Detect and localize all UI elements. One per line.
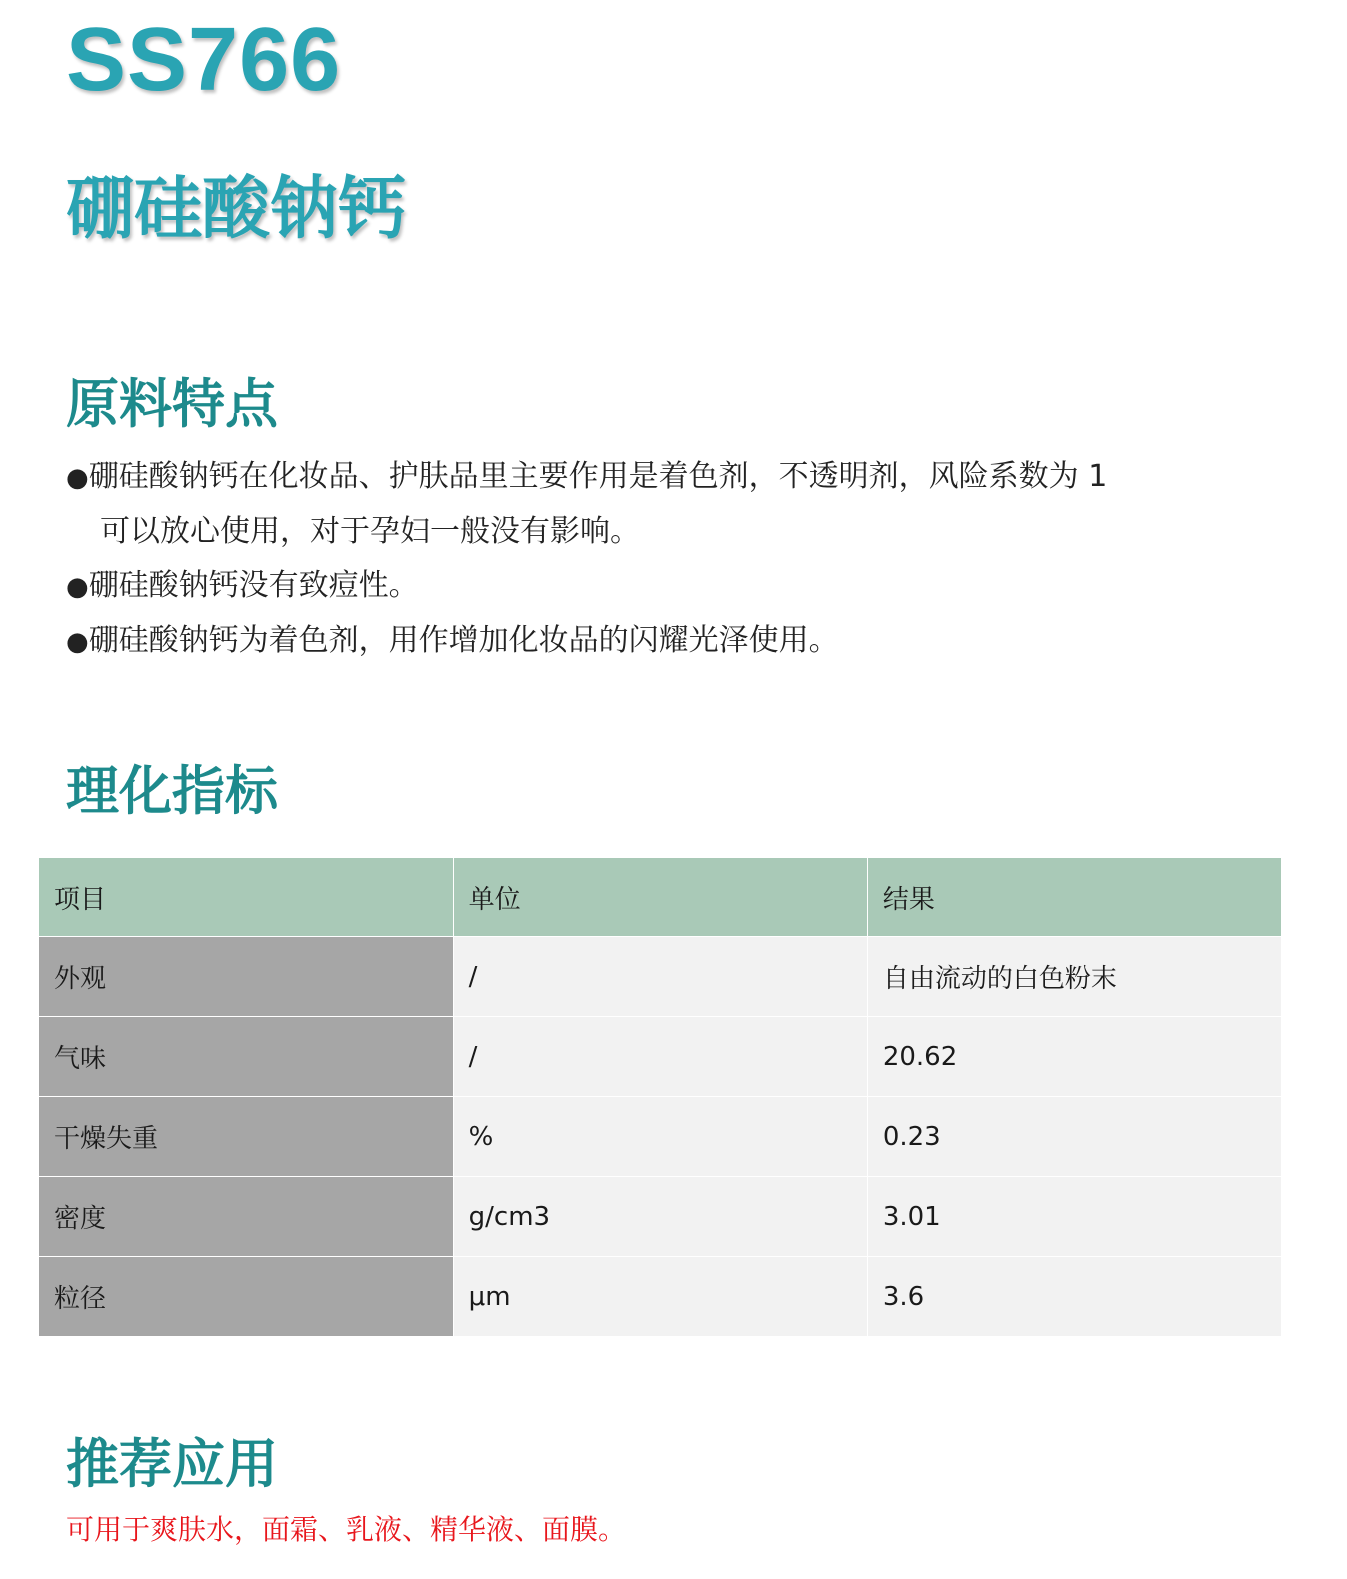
cell-item: 干燥失重: [39, 1097, 453, 1177]
table-row: [39, 1017, 1282, 1097]
bullet-icon: ●: [66, 463, 89, 493]
cell-result: 0.23: [867, 1097, 1281, 1177]
table-header-row: [39, 858, 1282, 937]
cell-item: 密度: [39, 1177, 453, 1257]
table-row: [39, 1177, 1282, 1257]
table-row: [39, 1257, 1282, 1337]
cell-result: 3.6: [867, 1257, 1281, 1337]
cell-item: 外观: [39, 937, 453, 1017]
bullet-icon: ●: [66, 627, 89, 657]
header-unit: 单位: [453, 858, 867, 937]
feature-item: [66, 450, 1296, 559]
cell-unit: %: [453, 1097, 867, 1177]
table-row: [39, 937, 1282, 1017]
feature-text-continuation: 可以放心使用，对于孕妇一般没有影响。: [100, 514, 640, 549]
cell-result: 20.62: [867, 1017, 1281, 1097]
cell-result: 3.01: [867, 1177, 1281, 1257]
cell-result: 自由流动的白色粉末: [867, 937, 1281, 1017]
features-list: [66, 450, 1296, 669]
cell-item: 粒径: [39, 1257, 453, 1337]
feature-item: [66, 614, 1296, 669]
cell-item: 气味: [39, 1017, 453, 1097]
cell-unit: /: [453, 1017, 867, 1097]
cell-unit: /: [453, 937, 867, 1017]
feature-text: 硼硅酸钠钙为着色剂，用作增加化妆品的闪耀光泽使用。: [88, 623, 839, 658]
specs-table: [39, 858, 1282, 1337]
feature-text: 硼硅酸钠钙没有致痘性。: [88, 568, 419, 603]
cell-unit: g/cm3: [453, 1177, 867, 1257]
features-title: 原料特点: [66, 374, 278, 435]
product-code: SS766: [66, 10, 342, 110]
table-row: [39, 1097, 1282, 1177]
specs-title: 理化指标: [66, 761, 278, 822]
feature-text: 硼硅酸钠钙在化妆品、护肤品里主要作用是着色剂，不透明剂，风险系数为 1: [88, 459, 1108, 494]
header-item: 项目: [39, 858, 453, 937]
applications-text: 可用于爽肤水，面霜、乳液、精华液、面膜。: [66, 1513, 627, 1546]
cell-unit: μm: [453, 1257, 867, 1337]
feature-item: [66, 559, 1296, 614]
header-result: 结果: [867, 858, 1281, 937]
bullet-icon: ●: [66, 572, 89, 602]
product-name: 硼硅酸钠钙: [66, 170, 407, 249]
applications-title: 推荐应用: [66, 1434, 278, 1495]
